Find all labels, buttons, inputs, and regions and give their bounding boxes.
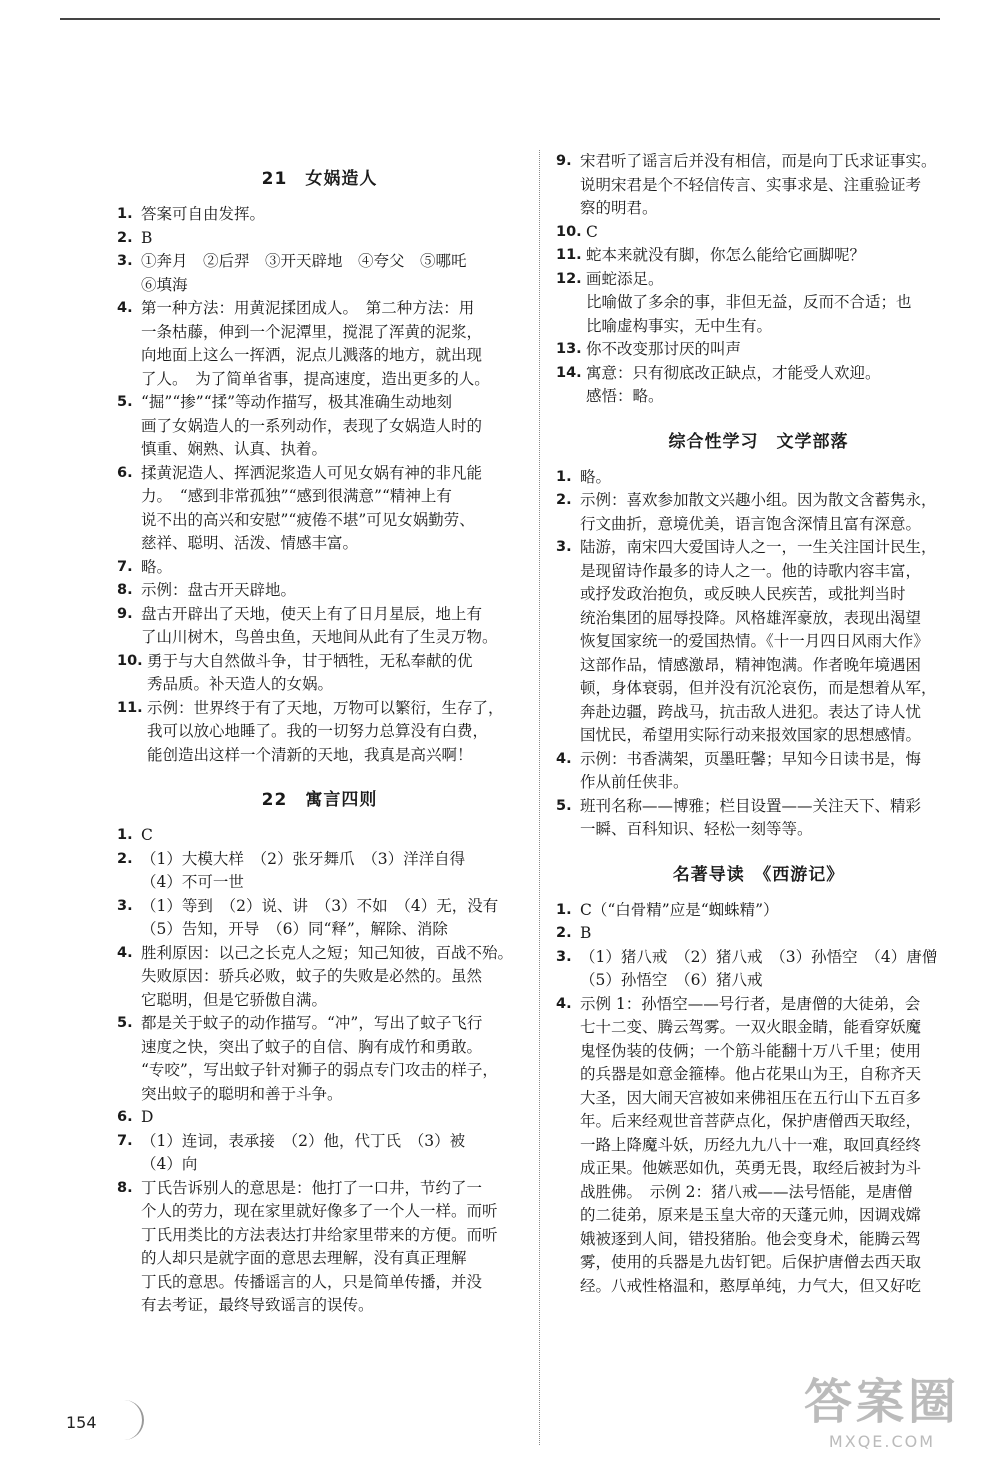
answer-line: C（“白骨精”应是“蜘蛛精”） (580, 900, 779, 919)
answer-item (556, 268, 961, 339)
answer-line: 大圣，因大闹天宫被如来佛祖压在五行山下五百多 (580, 1088, 922, 1107)
answer-item (556, 466, 961, 490)
answer-text (141, 942, 522, 1013)
answer-text (580, 748, 961, 795)
answer-text (141, 1012, 522, 1106)
answer-line: 是现留诗作最多的诗人之一。他的诗歌内容丰富， (580, 561, 922, 580)
answer-line: 的兵器是如意金箍棒。他占花果山为王，自称齐天 (580, 1065, 922, 1083)
answer-item (117, 1177, 522, 1318)
answer-line: 顿，身体衰弱，但并没有沉沦哀伤，而是想着从军， (580, 679, 937, 697)
answer-number: 10. (556, 223, 582, 240)
page-number-arc (118, 1400, 144, 1440)
answer-line: 示例：盘古开天辟地。 (141, 581, 297, 599)
answer-item (117, 942, 522, 1013)
answer-line: C (586, 222, 598, 241)
answer-item (117, 697, 522, 768)
section-title: 22 寓言四则 (261, 790, 378, 810)
answer-number: 9. (556, 153, 572, 169)
answer-line: 我可以放心地睡了。我的一切努力总算没有白费， (147, 722, 489, 740)
answer-line: 了山川树木，鸟兽虫鱼，天地间从此有了生灵万物。 (141, 628, 498, 646)
page-number: 154 (66, 1413, 97, 1432)
answer-number: 8. (117, 1179, 133, 1196)
answer-item (117, 603, 522, 650)
answer-line: 察的明君。 (580, 199, 658, 217)
answer-line: 比喻做了多余的事，非但无益，反而不合适；也 (586, 293, 912, 311)
answer-line: 丁氏的意思。传播谣言的人，只是简单传播，并没 (141, 1272, 483, 1291)
answer-line: 示例：世界终于有了天地，万物可以繁衍，生存了， (147, 698, 504, 717)
answer-number: 4. (556, 995, 572, 1012)
answer-line: 画了女娲造人的一系列动作，表现了女娲造人时的 (141, 416, 483, 435)
answer-line: 丁氏用类比的方法表达打井给家里带来的方便。而听 (141, 1225, 498, 1244)
answer-line: 揉黄泥造人、挥洒泥浆造人可见女娲有神的非凡能 (141, 463, 483, 482)
answer-line: （1）猪八戒 （2）猪八戒 （3）孙悟空 （4）唐僧 (580, 947, 938, 966)
answer-line: ⑥填海 (141, 275, 188, 294)
left-column (117, 150, 522, 1318)
answer-text (141, 462, 522, 556)
answer-line: 向地面上这么一挥洒，泥点儿溅落的地方，就出现 (141, 346, 483, 364)
answer-text (141, 848, 522, 895)
answer-line: 一瞬、百科知识、轻松一刻等等。 (580, 820, 813, 838)
answer-line: 的人却只是就字面的意思去理解，没有真正理解 (141, 1249, 467, 1267)
answer-line: 都是关于蚊子的动作描写。“冲”，写出了蚊子飞行 (141, 1014, 483, 1032)
answer-text (586, 268, 961, 339)
answer-line: 有去考证，最终导致谣言的误传。 (141, 1296, 374, 1314)
answer-line: 作从前任侠非。 (580, 773, 689, 791)
answer-text (147, 650, 522, 697)
answer-line: “专咬”，写出蚊子针对狮子的弱点专门攻击的样子， (141, 1061, 498, 1079)
answer-line: 恢复国家统一的爱国热情。《十一月四日风雨大作》 (580, 632, 929, 650)
answer-line: （5）告知，开导 （6）同“释”，解除、消除 (141, 920, 448, 938)
answer-line: “掘”“掺”“揉”等动作描写，极其准确生动地刻 (141, 393, 453, 411)
watermark-main: 答案圈 (803, 1374, 960, 1430)
answer-item (117, 462, 522, 556)
answer-text (141, 556, 522, 580)
answer-line: 雾，使用的兵器是九齿钉钯。后保护唐僧去西天取 (580, 1253, 922, 1271)
answer-item (117, 1012, 522, 1106)
answer-text (586, 362, 961, 409)
answer-line: 说明宋君是个不轻信传言、实事求是、注重验证考 (580, 175, 922, 194)
answer-line: （1）连词，表承接 （2）他，代丁氏 （3）被 (141, 1131, 466, 1150)
answer-line: 奔赴边疆，跨战马，抗击敌人进犯。表达了诗人忧 (580, 702, 922, 721)
answer-item (117, 579, 522, 603)
section-title: 名著导读 《西游记》 (672, 864, 845, 885)
answer-number: 4. (117, 300, 133, 316)
answer-line: 力。 “感到非常孤独”“感到很满意”“精神上有 (141, 487, 452, 505)
answer-number: 6. (117, 464, 133, 481)
answer-number: 8. (117, 582, 133, 598)
section-title: 综合性学习 文学部落 (668, 431, 849, 452)
answer-text (141, 1130, 522, 1177)
answer-line: 示例 1：孙悟空——号行者，是唐僧的大徒弟，会 (580, 994, 921, 1013)
answer-item (117, 297, 522, 391)
answer-line: 略。 (141, 557, 173, 576)
answer-item (117, 203, 522, 227)
answer-line: B (580, 924, 592, 942)
answer-number: 3. (556, 539, 572, 555)
answer-number: 9. (117, 605, 133, 622)
answer-line: 这部作品，情感激昂，精神饱满。作者晚年境遇困 (580, 655, 922, 674)
answer-line: （1）大模大样 （2）张牙舞爪 （3）洋洋自得 (141, 849, 466, 868)
answer-line: 宋君听了谣言后并没有相信，而是向丁氏求证事实。 (580, 152, 937, 170)
answer-line: 年。后来经观世音菩萨点化，保护唐僧西天取经， (580, 1112, 922, 1130)
answer-line: （5）孙悟空 （6）猪八戒 (580, 971, 763, 989)
answer-text (580, 922, 961, 946)
answer-line: 经。八戒性格温和，憨厚单纯，力气大，但又好吃 (580, 1276, 922, 1295)
answer-line: 画蛇添足。 (586, 269, 664, 288)
answer-line: 慎重、娴熟、认真、执着。 (141, 440, 328, 458)
answer-line: 一路上降魔斗妖，历经九九八十一难，取回真经终 (580, 1135, 922, 1154)
answer-text (586, 244, 961, 268)
answer-text (141, 895, 522, 942)
answer-number: 13. (556, 341, 582, 357)
answer-line: 丁氏告诉别人的意思是：他打了一口井，节约了一 (141, 1178, 483, 1197)
answer-text (580, 946, 961, 993)
answer-number: 1. (556, 901, 572, 918)
answer-text (141, 824, 522, 848)
answer-number: 5. (556, 797, 572, 814)
answer-line: （1）等到 （2）说、讲 （3）不如 （4）无，没有 (141, 896, 499, 915)
answer-line: 成正果。他嫉恶如仇，英勇无畏，取经后被封为斗 (580, 1159, 922, 1177)
column-divider (539, 150, 540, 1445)
answer-text (141, 227, 522, 251)
answer-line: 速度之快，突出了蚊子的自信、胸有成竹和勇敢。 (141, 1037, 483, 1056)
answer-number: 11. (117, 699, 143, 716)
answer-number: 2. (117, 850, 133, 867)
watermark (804, 1363, 960, 1451)
answer-line: 陆游，南宋四大爱国诗人之一，一生关注国计民生， (580, 538, 937, 556)
answer-item (117, 1106, 522, 1130)
answer-line: B (141, 228, 153, 247)
answer-line: 或抒发政治抱负，或反映人民疾苦，或批判当时 (580, 585, 906, 603)
answer-text (580, 899, 961, 923)
answer-number: 3. (117, 253, 133, 269)
answer-line: 慈祥、聪明、活泼、情感丰富。 (141, 534, 359, 552)
answer-number: 2. (556, 492, 572, 508)
answer-text (586, 221, 961, 245)
answer-number: 1. (556, 468, 572, 485)
answer-number: 5. (117, 394, 133, 410)
answer-line: 鬼怪伪装的伎俩；一个筋斗能翻十万八千里；使用 (580, 1041, 922, 1060)
answer-number: 2. (556, 925, 572, 941)
answer-item (556, 338, 961, 362)
answer-line: 失败原因：骄兵必败，蚊子的失败是必然的。虽然 (141, 967, 483, 985)
answer-item (556, 899, 961, 923)
answer-item (556, 946, 961, 993)
answer-line: 国忧民，希望用实际行动来报效国家的思想感情。 (580, 726, 922, 744)
answer-text (580, 466, 961, 490)
answer-number: 1. (117, 206, 133, 222)
answer-line: 娥被逐到人间，错投猪胎。他会变身术，能腾云驾 (580, 1229, 922, 1248)
answer-number: 4. (556, 750, 572, 767)
answer-text (141, 297, 522, 391)
answer-line: D (141, 1108, 154, 1126)
answer-line: 示例：喜欢参加散文兴趣小组。因为散文含蓄隽永， (580, 491, 937, 509)
right-column (556, 150, 961, 1298)
answer-text (141, 579, 522, 603)
watermark-sub: MXQE.COM (828, 1432, 936, 1451)
answer-number: 5. (117, 1015, 133, 1031)
answer-text (580, 536, 961, 748)
answer-line: 能创造出这样一个清新的天地，我真是高兴啊！ (147, 745, 473, 764)
answer-item (556, 244, 961, 268)
answer-line: 你不改变那讨厌的叫声 (586, 340, 742, 358)
answer-text (580, 993, 961, 1299)
answer-line: 寓意：只有彻底改正缺点，才能受人欢迎。 (586, 363, 881, 382)
section-title: 21 女娲造人 (261, 169, 378, 189)
answer-line: 秀品质。补天造人的女娲。 (147, 675, 334, 693)
answer-text (141, 391, 522, 462)
answer-text (141, 250, 522, 297)
answer-number: 2. (117, 229, 133, 246)
answer-text (147, 697, 522, 768)
answer-line: 突出蚊子的聪明和善于斗争。 (141, 1084, 343, 1103)
answer-item (556, 536, 961, 748)
answer-item (117, 227, 522, 251)
answer-line: 班刊名称——博雅；栏目设置——关注天下、精彩 (580, 796, 922, 815)
answer-line: 行文曲折，意境优美，语言饱含深情且富有深意。 (580, 514, 922, 533)
answer-line: 略。 (580, 467, 612, 486)
answer-line: 第一种方法：用黄泥揉团成人。 第二种方法：用 (141, 299, 475, 317)
answer-item (117, 650, 522, 697)
answer-line: （4）不可一世 (141, 873, 244, 891)
answer-number: 6. (117, 1109, 133, 1125)
answer-text (586, 338, 961, 362)
answer-line: ①奔月 ②后羿 ③开天辟地 ④夸父 ⑤哪吒 (141, 252, 467, 270)
answer-number: 7. (117, 558, 133, 575)
answer-line: 勇于与大自然做斗争，甘于牺牲，无私奉献的优 (147, 651, 473, 670)
answer-item (556, 993, 961, 1299)
answer-line: 答案可自由发挥。 (141, 205, 266, 223)
answer-text (141, 203, 522, 227)
answer-line: （4）向 (141, 1155, 198, 1173)
answer-line: 胜利原因：以己之长克人之短；知己知彼，百战不殆。 (141, 943, 514, 962)
answer-line: 的二徒弟，原来是玉皇大帝的天蓬元帅，因调戏嫦 (580, 1206, 922, 1224)
answer-number: 10. (117, 652, 143, 669)
answer-text (580, 150, 961, 221)
answer-text (141, 1177, 522, 1318)
answer-item (556, 748, 961, 795)
answer-line: 战胜佛。 示例 2：猪八戒——法号悟能，是唐僧 (580, 1182, 913, 1201)
answer-number: 4. (117, 944, 133, 961)
answer-line: 蛇本来就没有脚，你怎么能给它画脚呢？ (586, 246, 866, 264)
answer-number: 1. (117, 827, 133, 843)
answer-number: 11. (556, 247, 582, 263)
top-rule (60, 18, 940, 20)
answer-line: 比喻虚构事实，无中生有。 (586, 316, 773, 335)
answer-item (556, 489, 961, 536)
answer-text (141, 603, 522, 650)
answer-line: C (141, 826, 153, 844)
answer-line: 一条枯藤，伸到一个泥潭里，搅混了浑黄的泥浆， (141, 322, 483, 341)
answer-item (556, 362, 961, 409)
answer-item (556, 221, 961, 245)
answer-item (117, 824, 522, 848)
answer-item (117, 391, 522, 462)
answer-line: 了人。 为了简单省事，提高速度，造出更多的人。 (141, 369, 490, 388)
answer-item (556, 150, 961, 221)
answer-number: 12. (556, 270, 582, 287)
answer-item (117, 848, 522, 895)
answer-line: 感悟：略。 (586, 387, 664, 405)
answer-number: 14. (556, 364, 582, 381)
answer-line: 说不出的高兴和安慰”“疲倦不堪”可见女娲勤劳、 (141, 510, 475, 529)
answer-text (141, 1106, 522, 1130)
answer-line: 示例：书香满架，页墨旺馨；早知今日读书是，悔 (580, 749, 922, 768)
answer-line: 统治集团的屈辱投降。风格雄浑豪放，表现出渴望 (580, 608, 922, 627)
answer-item (117, 1130, 522, 1177)
answer-item (117, 895, 522, 942)
answer-number: 3. (556, 948, 572, 965)
answer-item (556, 795, 961, 842)
answer-line: 盘古开辟出了天地，使天上有了日月星辰，地上有 (141, 604, 483, 623)
answer-text (580, 795, 961, 842)
answer-line: 它聪明，但是它骄傲自满。 (141, 990, 328, 1009)
answer-item (556, 922, 961, 946)
answer-line: 个人的劳力，现在家里就好像多了一个人一样。而听 (141, 1202, 498, 1220)
answer-line: 七十二变、腾云驾雾。一双火眼金睛，能看穿妖魔 (580, 1018, 922, 1036)
answer-text (580, 489, 961, 536)
answer-number: 3. (117, 897, 133, 914)
answer-number: 7. (117, 1132, 133, 1149)
answer-item (117, 250, 522, 297)
answer-item (117, 556, 522, 580)
